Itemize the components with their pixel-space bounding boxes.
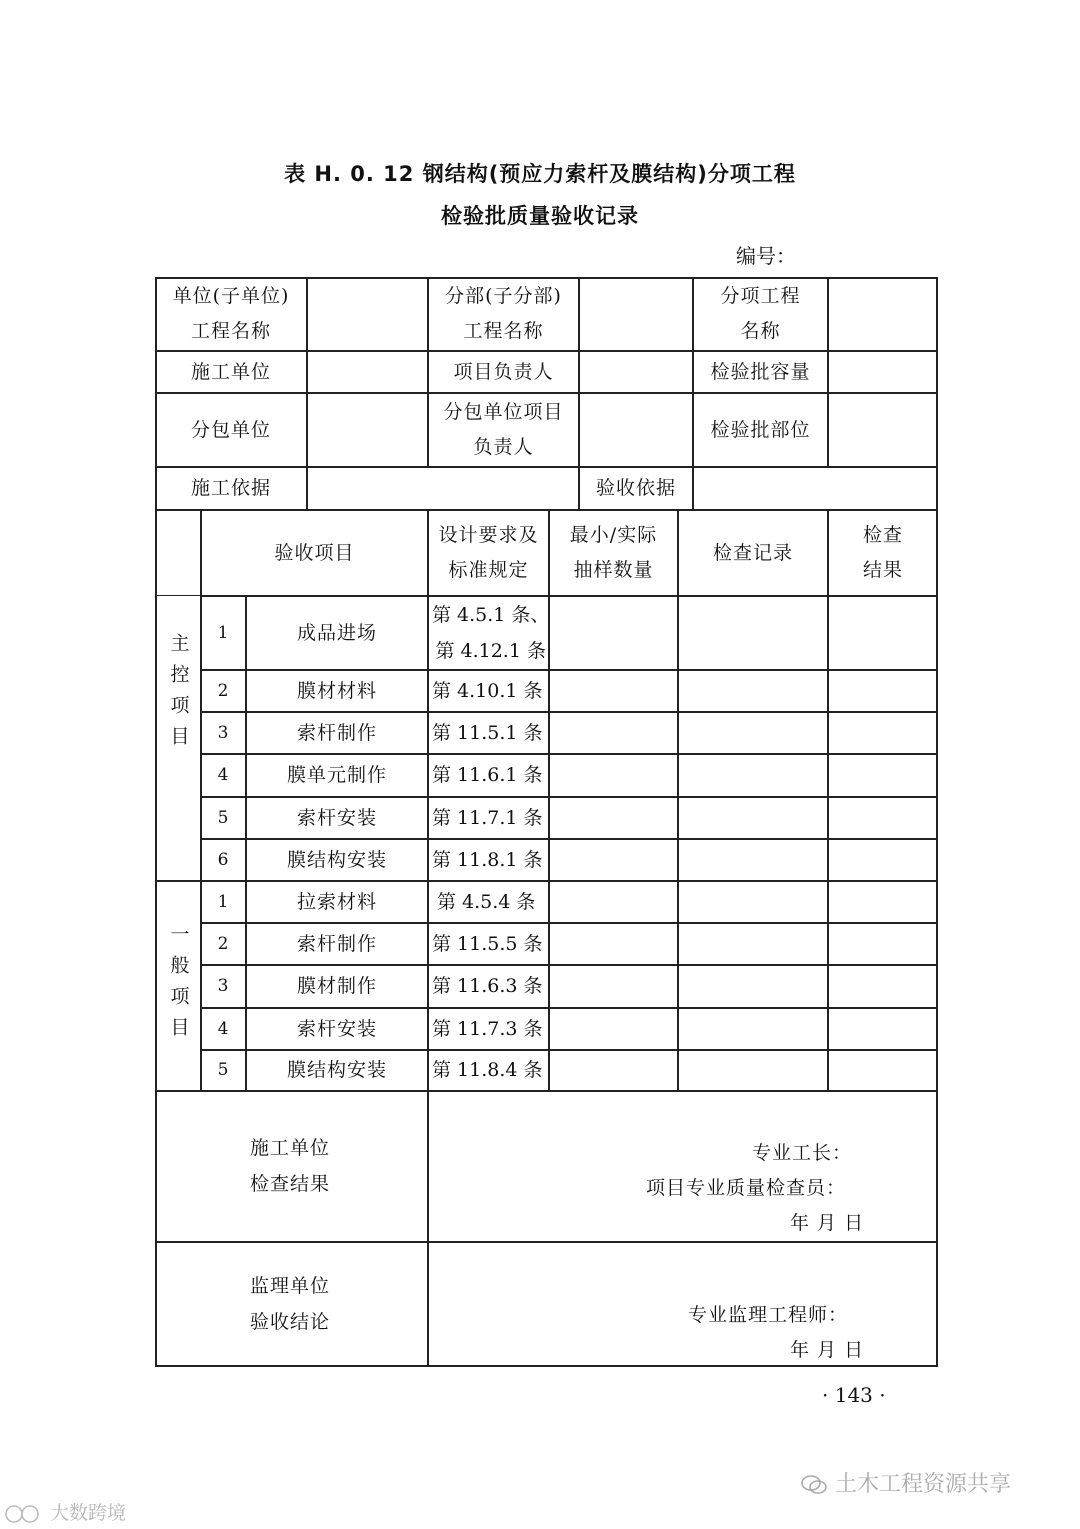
doc-number-label: 编号： <box>736 244 796 268</box>
record-cell[interactable] <box>678 839 828 881</box>
item-name: 拉索材料 <box>246 881 428 923</box>
col-sample-header: 最小/实际 抽样数量 <box>549 510 678 596</box>
subcontractor-label: 分包单位 <box>155 393 307 467</box>
clause-ref: 第 4.5.4 条 <box>428 881 549 923</box>
clause-ref: 第 11.5.1 条 <box>428 712 549 754</box>
sub-leader-field[interactable] <box>579 393 693 467</box>
row-number: 6 <box>201 839 246 881</box>
quality-inspector-label: 项目专业质量检查员： <box>646 1177 847 1199</box>
row-number: 5 <box>201 797 246 839</box>
general-group: 一般项目 <box>155 881 201 1091</box>
supervision-date: 年 月 日 <box>790 1339 865 1361</box>
clause-ref: 第 11.7.1 条 <box>428 797 549 839</box>
result-cell[interactable] <box>828 670 938 712</box>
unit-name-label: 单位(子单位) 工程名称 <box>155 277 307 351</box>
main-control-group: 主控项目 <box>155 510 201 881</box>
clause-ref: 第 11.7.3 条 <box>428 1008 549 1050</box>
record-cell[interactable] <box>678 1008 828 1050</box>
sample-cell[interactable] <box>549 596 678 670</box>
sample-cell[interactable] <box>549 923 678 965</box>
table-subtitle: 检验批质量验收记录 <box>441 204 639 228</box>
item-name: 索杆制作 <box>246 712 428 754</box>
col-record-header: 检查记录 <box>678 510 828 596</box>
project-leader-field[interactable] <box>579 351 693 393</box>
item-name: 膜结构安装 <box>246 839 428 881</box>
row-number: 2 <box>201 670 246 712</box>
clause-ref: 第 11.6.1 条 <box>428 754 549 797</box>
clause-ref: 第 11.8.4 条 <box>428 1050 549 1091</box>
row-number: 1 <box>201 881 246 923</box>
result-cell[interactable] <box>828 1050 938 1091</box>
sample-cell[interactable] <box>549 670 678 712</box>
watermark-left: 大数跨境 <box>4 1498 126 1525</box>
batch-location-label: 检验批部位 <box>693 393 828 467</box>
supervision-engineer-label: 专业监理工程师： <box>688 1304 849 1326</box>
record-cell[interactable] <box>678 754 828 797</box>
record-cell[interactable] <box>678 797 828 839</box>
result-cell[interactable] <box>828 797 938 839</box>
clause-ref: 第 11.6.3 条 <box>428 965 549 1008</box>
sample-cell[interactable] <box>549 965 678 1008</box>
acceptance-basis-field[interactable] <box>693 467 938 510</box>
construction-basis-field[interactable] <box>307 467 579 510</box>
sample-cell[interactable] <box>549 839 678 881</box>
result-cell[interactable] <box>828 754 938 797</box>
clause-ref: 第 11.8.1 条 <box>428 839 549 881</box>
batch-capacity-label: 检验批容量 <box>693 351 828 393</box>
result-cell[interactable] <box>828 712 938 754</box>
wechat-icon <box>800 1473 828 1497</box>
record-cell[interactable] <box>678 596 828 670</box>
item-name: 成品进场 <box>246 596 428 670</box>
subitem-label: 分项工程 名称 <box>693 277 828 351</box>
record-cell[interactable] <box>678 712 828 754</box>
construction-date: 年 月 日 <box>790 1212 865 1234</box>
acceptance-basis-label: 验收依据 <box>579 467 693 510</box>
item-name: 膜结构安装 <box>246 1050 428 1091</box>
project-leader-label: 项目负责人 <box>428 351 579 393</box>
watermark-right: 土木工程资源共享 <box>800 1467 1011 1498</box>
item-name: 膜材材料 <box>246 670 428 712</box>
result-cell[interactable] <box>828 965 938 1008</box>
subitem-field[interactable] <box>828 277 938 351</box>
supervision-label: 监理单位 验收结论 <box>250 1275 331 1333</box>
sample-cell[interactable] <box>549 881 678 923</box>
record-cell[interactable] <box>678 923 828 965</box>
batch-location-field[interactable] <box>828 393 938 467</box>
result-cell[interactable] <box>828 923 938 965</box>
sample-cell[interactable] <box>549 1050 678 1091</box>
division-label: 分部(子分部) 工程名称 <box>428 277 579 351</box>
clause-ref: 第 11.5.5 条 <box>428 923 549 965</box>
row-number: 3 <box>201 965 246 1008</box>
batch-capacity-field[interactable] <box>828 351 938 393</box>
unit-name-field[interactable] <box>307 277 428 351</box>
row-number: 5 <box>201 1050 246 1091</box>
clause-ref: 第 4.10.1 条 <box>428 670 549 712</box>
sample-cell[interactable] <box>549 1008 678 1050</box>
item-name: 索杆安装 <box>246 1008 428 1050</box>
item-name: 膜单元制作 <box>246 754 428 797</box>
result-cell[interactable] <box>828 839 938 881</box>
record-cell[interactable] <box>678 965 828 1008</box>
construction-basis-label: 施工依据 <box>155 467 307 510</box>
division-field[interactable] <box>579 277 693 351</box>
row-number: 4 <box>201 1008 246 1050</box>
col-item-header: 验收项目 <box>201 510 428 596</box>
subcontractor-field[interactable] <box>307 393 428 467</box>
foreman-label: 专业工长： <box>752 1142 853 1164</box>
row-number: 3 <box>201 712 246 754</box>
result-cell[interactable] <box>828 596 938 670</box>
sub-leader-label: 分包单位项目 负责人 <box>428 393 579 467</box>
item-name: 索杆制作 <box>246 923 428 965</box>
item-name: 索杆安装 <box>246 797 428 839</box>
record-cell[interactable] <box>678 881 828 923</box>
logo-icon <box>4 1503 44 1525</box>
constructor-label: 施工单位 <box>155 351 307 393</box>
col-result-header: 检查 结果 <box>828 510 938 596</box>
sample-cell[interactable] <box>549 712 678 754</box>
item-name: 膜材制作 <box>246 965 428 1008</box>
sample-cell[interactable] <box>549 754 678 797</box>
sample-cell[interactable] <box>549 797 678 839</box>
record-cell[interactable] <box>678 1050 828 1091</box>
result-cell[interactable] <box>828 1008 938 1050</box>
result-cell[interactable] <box>828 881 938 923</box>
construction-check-label: 施工单位 检查结果 <box>250 1137 331 1195</box>
clause-ref: 第 4.5.1 条、 第 4.12.1 条 <box>428 596 549 670</box>
record-cell[interactable] <box>678 670 828 712</box>
col-design-header: 设计要求及 标准规定 <box>428 510 549 596</box>
page-number: · 143 · <box>822 1383 886 1407</box>
table-title: 表 H. 0. 12 钢结构(预应力索杆及膜结构)分项工程 <box>284 162 796 186</box>
row-number: 2 <box>201 923 246 965</box>
constructor-field[interactable] <box>307 351 428 393</box>
row-number: 1 <box>201 596 246 670</box>
row-number: 4 <box>201 754 246 797</box>
